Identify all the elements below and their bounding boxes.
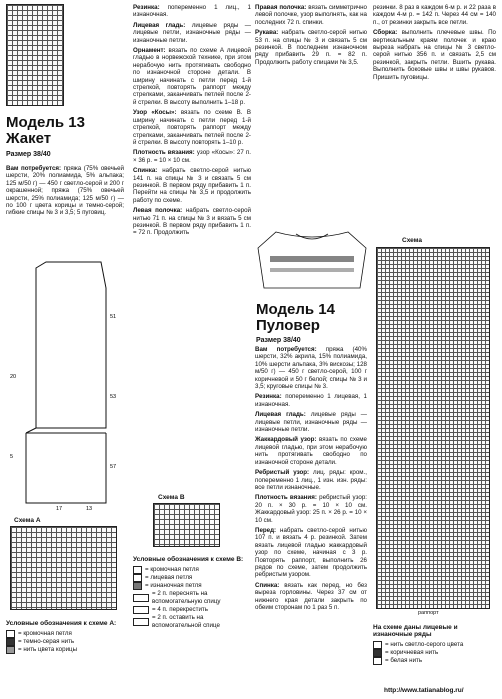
model14-col3-text: Вам потребуется: пряжа (40% шерсти, 32% акрила, 15% полиамида, 10% шерсти альпака, 3% вискозы; 128 м/50 г) — 450 г светло-серой, 100 г коричневой и 50 г белой; спицы № 3 и 3,5; круговые спицы № 3. Резинка: попеременно 1 лицевая, 1 изнаночная. Лицевая гладь: лицевые ряды — лицевые петли, изнаночные ряды — изнаночные петли. Жаккардовый узор: вязать по схеме лицевой гладью, при этом нерабочую нить протягивать свободно по изнаночной стороне детали. Ребристый узор: лиц. ряды: кром., попеременно 1 лиц., 1 изн. изн. ряды: все петли изнаночные. Плотность вязания: ребристый узор: 20 п. × 30 р. = 10 × 10 см. Жаккардовый узор: 25 п. × 26 р. = 10 × 10 см. Перед: набрать светло-серой нитью 107 п. и вязать 4 р. резинкой. Затем вязать лицевой гладью жаккардовый узор по схеме, начиная с 3 р. Повторять раппорт, выполнить 26 рядов по схеме, затем продолжить ребристым узором. Спинка: вязать как перед, но без выреза горловины. Через 37 см от нижнего края детали закрыть по обеим сторонам по 1 раз 5 п. bbox=[255, 346, 367, 611]
brown-swatch bbox=[373, 649, 382, 657]
cable-swatch bbox=[133, 594, 149, 602]
legend-a-item: = кромочная петля bbox=[6, 630, 126, 638]
schema-a-chart bbox=[10, 526, 117, 610]
dim-label: 51 bbox=[110, 314, 117, 320]
dim-label: 17 bbox=[56, 506, 63, 512]
dim-label: 57 bbox=[110, 464, 117, 470]
model14-size: Размер 38/40 bbox=[256, 337, 301, 344]
schema-b-chart bbox=[153, 503, 220, 547]
edge-stitch-swatch bbox=[6, 630, 15, 638]
legend-c-item: = нить светло-серого цвета bbox=[373, 641, 497, 649]
legend-a-item: = темно-серая нить bbox=[6, 638, 126, 646]
legend-a-title: Условные обозначения к схеме А: bbox=[6, 620, 117, 627]
legend-b-item: = кромочная петля bbox=[133, 566, 245, 574]
rapport-label: раппорт bbox=[418, 610, 439, 616]
schema-jacket-top-chart bbox=[6, 4, 64, 106]
knit-swatch bbox=[133, 574, 142, 582]
model13-col3-text: Правая полочка: вязать симметрично левой полочке, узор выполнять, как на последних 72 п. спинки. Рукава: набрать светло-серой нитью 53 п. на спицы № 3 и связать 5 см резинкой. В последнем изнаночном ряду прибавить 29 п. = 82 п. Продолжить работу спицами № 3,5. bbox=[255, 4, 367, 66]
left-top-column bbox=[6, 4, 64, 114]
legend-b-item: = 2 п. оставить на вспомогательной спице bbox=[133, 614, 245, 630]
white-swatch bbox=[373, 657, 382, 665]
schema-pullover-chart bbox=[376, 247, 490, 609]
model13-col2-text: Резинка: попеременно 1 лиц., 1 изнаночная. Лицевая гладь: лицевые ряды — лицевые петли, изнаночные ряды — изнаночные петли. Орнамент: вязать по схеме А лицевой гладью в норвежской технике, при этом нерабочую нить протягивать свободно по изнаночной стороне детали. В ширину начинать с петли перед 1-й стрелкой, повторять раппорт между стрелками, заканчивать петлей после 2-й стрелки. В высоту выполнить 1–18 р. Узор «Косы»: вязать по схеме В. В ширину начинать с петли перед 1-й стрелкой, повторять раппорт между стрелками, заканчивать петлей после 2-й стрелки. В высоту повторять 1–10 р. Плотность вязания: узор «Косы»: 27 п. × 36 р. = 10 × 10 см. Спинка: набрать светло-серой нитью 141 п. на спицы № 3 и связать 5 см резинкой. В первом ряду прибавить 1 п. Перейти на спицы № 3,5 и продолжить работу по схеме. Левая полочка: набрать светло-серой нитью 71 п. на спицы № 3 и вязать 5 см резинкой. В первом ряду прибавить 1 п. = 72 п. Продолжить bbox=[133, 4, 251, 237]
legend-b-title: Условные обозначения к схеме В: bbox=[133, 556, 244, 563]
model13-title: Модель 13 bbox=[6, 114, 85, 131]
light-grey-swatch bbox=[373, 641, 382, 649]
watermark-url: http://www.tatianablog.ru/ bbox=[384, 687, 464, 694]
hold-swatch bbox=[133, 618, 149, 626]
schematic-back-outline bbox=[26, 433, 106, 503]
model14-heading bbox=[256, 302, 368, 344]
dim-label: 53 bbox=[110, 394, 117, 400]
dim-label: 13 bbox=[86, 506, 93, 512]
schema-label: Схема bbox=[402, 237, 423, 244]
sweater-illustration bbox=[256, 228, 368, 298]
model13-materials: Вам потребуется: пряжа (75% овечьей шерсти, 20% полиамида, 5% альпака; 125 м/50 г) — 450 г светло-серой и 200 г окрашенной; пряжа (75% овечьей шерсти, 25% полиамида; 125 м/50 г) — по 100 г цвета корицы и темно-серой; гибкие спицы № 3 и 3,5; 5 пуговиц. bbox=[6, 165, 124, 217]
legend-b bbox=[133, 556, 245, 630]
cross-swatch bbox=[133, 606, 149, 614]
edge-stitch-swatch bbox=[133, 566, 142, 574]
legend-c bbox=[373, 624, 497, 665]
dim-label: 20 bbox=[10, 374, 17, 380]
dark-grey-swatch bbox=[6, 638, 15, 646]
model13-col4-text: резинки. 8 раз в каждом 6-м р. и 22 раза в каждом 4-м р. = 142 п. Через 44 см = 140 п., от резинки закрыть все петли. Сборка: выполнить плечевые швы. По вертикальным краям полочек и краю выреза набрать на спицы № 3 светло-серой нитью 356 п. и связать 2,5 см резинкой, закрыть петли. Вшить рукава. Выполнить боковые швы и швы рукавов. Пришить пуговицы. bbox=[373, 4, 496, 81]
legend-c-item: = коричневая нить bbox=[373, 649, 497, 657]
schematic-sleeve-outline bbox=[36, 262, 106, 428]
model14-subtitle: Пуловер bbox=[256, 317, 320, 334]
schema-a-label: Схема А bbox=[14, 517, 41, 524]
model13-size: Размер 38/40 bbox=[6, 151, 51, 158]
legend-c-title: На схеме даны лицевые и изнаночные ряды bbox=[373, 624, 458, 638]
purl-swatch bbox=[133, 582, 142, 590]
cinnamon-swatch bbox=[6, 646, 15, 654]
jacket-schematic bbox=[6, 258, 126, 513]
dim-label: 5 bbox=[10, 454, 14, 460]
legend-b-item: = 4 п. перекрестить bbox=[133, 606, 245, 614]
legend-b-item: = лицевая петля bbox=[133, 574, 245, 582]
legend-b-item: = 2 п. переснять на вспомогательную спицу bbox=[133, 590, 245, 606]
legend-b-item: = изнаночная петля bbox=[133, 582, 245, 590]
model13-heading bbox=[6, 115, 122, 158]
legend-c-item: = белая нить bbox=[373, 657, 497, 665]
model13-subtitle: Жакет bbox=[6, 130, 52, 147]
legend-a bbox=[6, 620, 126, 654]
schema-b-label: Схема В bbox=[158, 494, 185, 501]
model14-title: Модель 14 bbox=[256, 301, 335, 318]
legend-a-item: = нить цвета корицы bbox=[6, 646, 126, 654]
